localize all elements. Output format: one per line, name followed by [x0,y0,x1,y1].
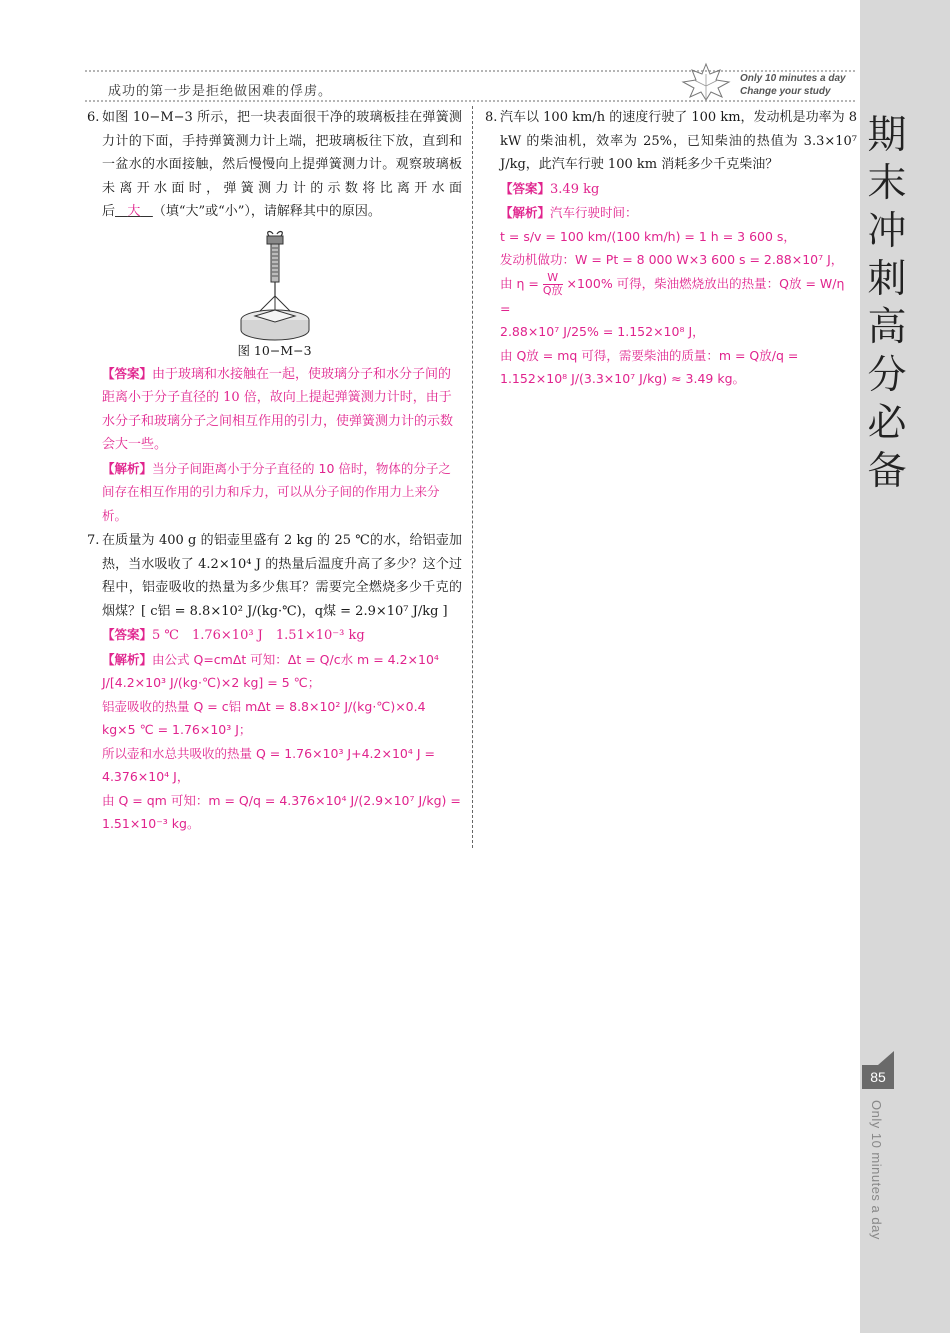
header-dotted-line-bottom [85,100,855,102]
header-english-slogan [740,72,846,98]
analysis-line: t = s/v = 100 km/(100 km/h) = 1 h = 3 600 s， [500,228,796,244]
answer-blank [115,204,153,219]
q8-analysis [485,201,857,391]
header-en-line1: Only 10 minutes a day [740,73,846,84]
analysis-line-formula [500,272,857,321]
question-7 [87,529,462,623]
right-column [485,106,857,391]
blank-answer: 大 [127,204,141,219]
formula-suffix: ×100% 可得，柴油燃烧放出的热量：Q放 = W/η = [500,275,845,316]
question-text: 汽车以 100 km/h 的速度行驶了 100 km，发动机是功率为 8 kW 的柴油机，效率为 25%，已知柴油的热值为 3.3×10⁷ J/kg，此汽车行驶 100 km 消耗多少千克柴油？ [500,110,857,172]
question-stem-tail: （填“大”或“小”），请解释其中的原因。 [152,204,381,219]
answer-text: 由于玻璃和水接触在一起，使玻璃分子和水分子间的距离小于分子直径的 10 倍，故向上提起弹簧测力计时，由于水分子和玻璃分子之间相互作用的引力，使弹簧测力计的示数会大一些。 [102,366,454,452]
q8-answer [485,177,857,202]
question-stem: 如图 10−M−3 所示，把一块表面很干净的玻璃板挂在弹簧测力计的下面，手持弹簧测力计上端，把玻璃板往下放，直到和一盆水的水面接触，然后慢慢向上提弹簧测力计。观察玻璃板未离开水面时，弹簧测力计的示数将比离开水面后 [102,110,462,219]
maple-leaf-icon [675,60,737,102]
q7-answer [87,623,462,648]
answer-text: 3.49 kg [550,181,600,197]
fraction [543,272,563,297]
q7-analysis [87,648,462,836]
sidebar-vertical-text: Only 10 minutes a day [869,1100,884,1240]
fraction-numerator: W [543,272,563,285]
page-number-tab [878,1051,894,1065]
left-column [87,106,462,836]
question-number: 6. [87,110,100,125]
question-number: 8. [485,110,498,125]
answer-tag: 【答案】 [500,180,551,196]
spring-scale-figure [235,230,315,342]
analysis-line: 2.88×10⁷ J/25% = 1.152×10⁸ J， [500,324,705,339]
sidebar-title: 期末冲刺高分必备 [867,113,907,494]
analysis-line: 铝壶吸收的热量 Q = c铝 mΔt = 8.8×10² J/(kg·℃)×0.4 kg×5 ℃ = 1.76×10³ J； [102,698,426,737]
q6-answer [87,362,462,457]
analysis-line: 由公式 Q=cmΔt 可知：Δt = Q/c水 m = 4.2×10⁴ J/[4.2×10³ J/(kg·℃)×2 kg] = 5 ℃； [102,651,439,690]
question-text [102,106,462,224]
fraction-denominator: Q放 [542,283,563,297]
analysis-intro: 汽车行驶时间： [550,205,638,220]
answer-tag: 【答案】 [102,365,153,381]
analysis-tag: 【解析】 [102,651,153,667]
analysis-line: 发动机做功：W = Pt = 8 000 W×3 600 s = 2.88×10⁷ J， [500,252,844,267]
page-number: 85 [862,1065,894,1089]
figure-10-m-3 [87,230,462,360]
analysis-text: 当分子间距离小于分子直径的 10 倍时，物体的分子之间存在相互作用的引力和斥力，可以从分子间的作用力上来分析。 [102,460,451,523]
header-motto: 成功的第一步是拒绝做困难的俘虏。 [108,84,333,99]
question-6 [87,106,462,224]
analysis-line: 所以壶和水总共吸收的热量 Q = 1.76×10³ J+4.2×10⁴ J = 4.376×10⁴ J， [102,745,435,784]
question-number: 7. [87,533,100,548]
analysis-line: 由 Q放 = mq 可得，需要柴油的质量：m = Q放/q = 1.152×10⁸ J/(3.3×10⁷ J/kg) ≈ 3.49 kg。 [500,347,799,386]
column-divider [472,106,473,848]
header-en-line2: Change your study [740,86,831,97]
answer-tag: 【答案】 [102,627,153,642]
analysis-tag: 【解析】 [500,205,551,220]
analysis-tag: 【解析】 [102,460,153,476]
answer-text: 5 ℃ 1.76×10³ J 1.51×10⁻³ kg [152,628,365,643]
question-8 [485,106,857,177]
figure-caption: 图 10−M−3 [237,342,312,358]
formula-prefix: 由 η = [500,275,539,291]
analysis-line: 由 Q = qm 可知：m = Q/q = 4.376×10⁴ J/(2.9×10⁷ J/kg) = 1.51×10⁻³ kg。 [102,792,461,831]
question-text: 在质量为 400 g 的铝壶里盛有 2 kg 的 25 ℃的水，给铝壶加热，当水吸收了 4.2×10⁴ J 的热量后温度升高了多少？这个过程中，铝壶吸收的热量为多少焦耳？需要完全燃烧多少千克的烟煤？[ c铝 = 8.8×10² J/(kg·℃)，q煤 = 2.9×10⁷ J/kg ] [102,533,462,619]
q6-analysis [87,457,462,528]
